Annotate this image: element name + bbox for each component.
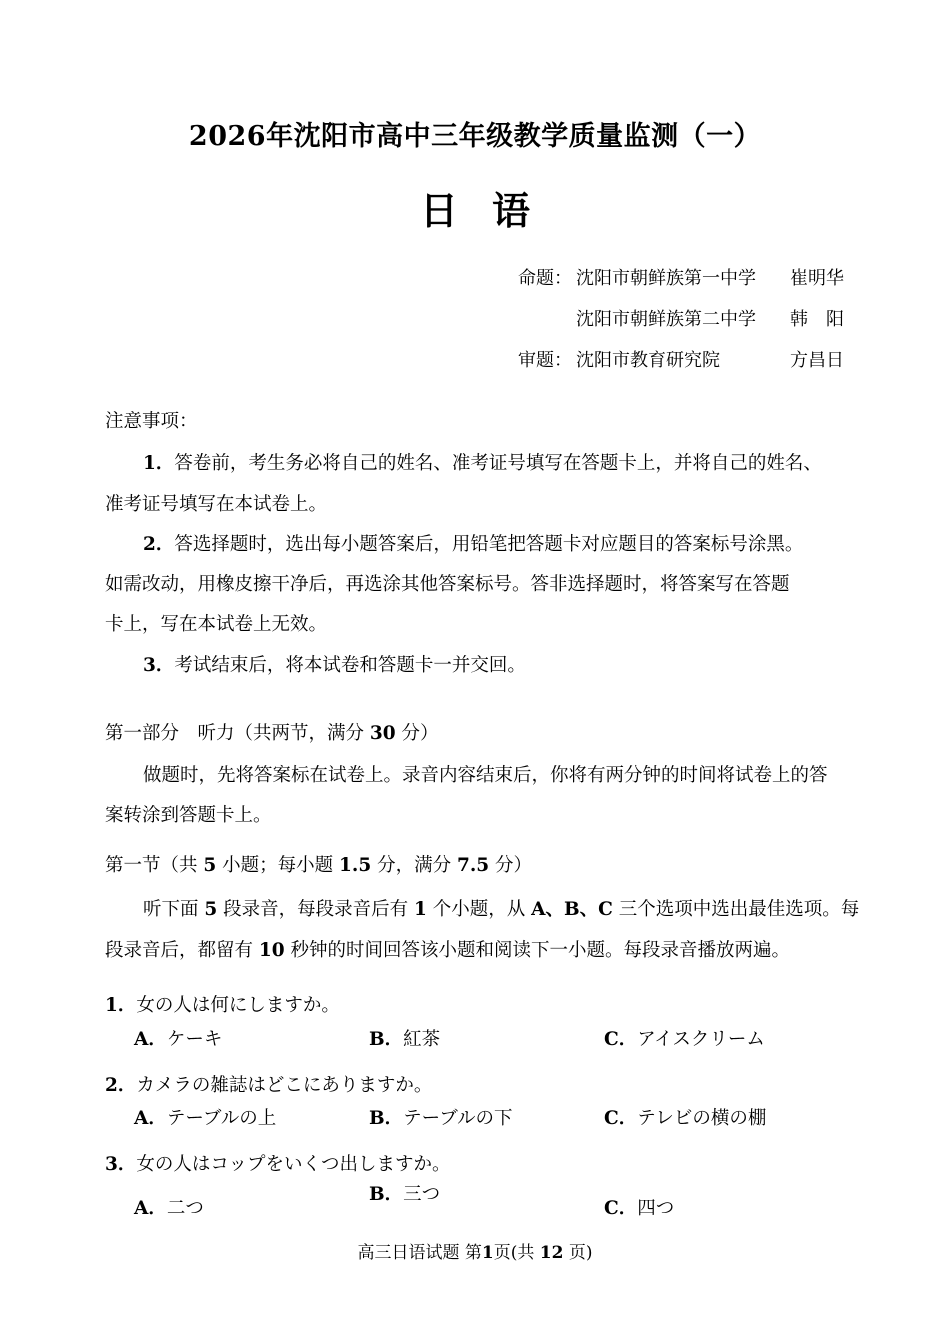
question-3 bbox=[105, 1150, 451, 1176]
reviewer-name: 方昌日 bbox=[790, 350, 844, 371]
section1-intro-line2-b: 秒钟的时间回答该小题和阅读下一小题。每段录音播放两遍。 bbox=[284, 940, 791, 961]
section1-intro-n3: 10 bbox=[258, 940, 285, 961]
section1-intro-line-1 bbox=[143, 895, 859, 921]
question-2-option-a bbox=[134, 1104, 276, 1130]
author-school-1: 沈阳市朝鲜族第一中学 bbox=[576, 268, 756, 289]
footer-total-pages: 12 bbox=[539, 1243, 564, 1263]
notice-item-1-num: 1． bbox=[143, 453, 175, 474]
option-label: C． bbox=[604, 1029, 638, 1050]
reviewer-label: 审题： bbox=[518, 350, 572, 371]
question-3-num: 3． bbox=[105, 1154, 137, 1175]
question-2 bbox=[105, 1071, 432, 1097]
option-text: テレビの横の棚 bbox=[637, 1108, 767, 1129]
question-2-option-c bbox=[604, 1104, 766, 1130]
reviewer-school: 沈阳市教育研究院 bbox=[576, 350, 720, 371]
question-1 bbox=[105, 991, 340, 1017]
notice-item-3 bbox=[143, 651, 526, 677]
notice-heading: 注意事项： bbox=[105, 411, 198, 432]
option-text: 二つ bbox=[166, 1198, 204, 1219]
footer-text-a: 高三日语试题 第 bbox=[357, 1243, 482, 1263]
notice-item-2-line-1: 答选择题时，选出每小题答案后，用铅笔把答题卡对应题目的答案标号涂黑。 bbox=[174, 534, 804, 555]
section1-count: 5 bbox=[203, 855, 217, 876]
section1-intro-line2-a: 段录音后，都留有 bbox=[105, 940, 259, 961]
author-school-2: 沈阳市朝鲜族第二中学 bbox=[576, 309, 756, 330]
question-3-text: 女の人はコップをいくつ出しますか。 bbox=[136, 1154, 451, 1175]
section1-intro-d: 三个选项中选出最佳选项。每 bbox=[612, 899, 860, 920]
option-label: C． bbox=[604, 1108, 638, 1129]
option-label: A． bbox=[134, 1198, 167, 1219]
notice-item-1-line-1: 答卷前，考生务必将自己的姓名、准考证号填写在答题卡上，并将自己的姓名、 bbox=[174, 453, 822, 474]
section1-intro-a: 听下面 bbox=[143, 899, 205, 920]
part1-heading-text: 第一部分 听力（共两节，满分 bbox=[105, 723, 370, 744]
exam-title: 2026年沈阳市高中三年级教学质量监测（一） bbox=[188, 121, 762, 152]
section1-heading-c: 分，满分 bbox=[371, 855, 457, 876]
notice-item-2 bbox=[143, 530, 803, 556]
footer-text-b: 页(共 bbox=[493, 1243, 540, 1263]
question-1-text: 女の人は何にしますか。 bbox=[136, 995, 340, 1016]
section1-heading bbox=[105, 851, 532, 877]
section1-intro-n2: 1 bbox=[414, 899, 427, 920]
page-footer bbox=[0, 1238, 950, 1263]
option-text: 四つ bbox=[637, 1198, 675, 1219]
notice-item-2-num: 2． bbox=[143, 534, 175, 555]
footer-page-number: 1 bbox=[481, 1243, 494, 1263]
section1-heading-d: 分） bbox=[489, 855, 533, 876]
author-name-1: 崔明华 bbox=[790, 268, 844, 289]
option-text: アイスクリーム bbox=[637, 1029, 765, 1050]
notice-item-2-line-3: 卡上，写在本试卷上无效。 bbox=[105, 614, 328, 635]
notice-item-2-line-2: 如需改动，用橡皮擦干净后，再选涂其他答案标号。答非选择题时，将答案写在答题 bbox=[105, 574, 790, 595]
question-1-option-c bbox=[604, 1025, 765, 1051]
option-label: A． bbox=[134, 1108, 167, 1129]
option-label: B． bbox=[369, 1029, 404, 1050]
footer-text-c: 页) bbox=[563, 1243, 593, 1263]
question-2-text: カメラの雑誌はどこにありますか。 bbox=[136, 1075, 433, 1096]
question-2-option-b bbox=[369, 1104, 512, 1130]
part1-heading-end: 分） bbox=[395, 723, 439, 744]
option-label: C． bbox=[604, 1198, 638, 1219]
question-2-num: 2． bbox=[105, 1075, 137, 1096]
part1-intro-line-1: 做题时，先将答案标在试卷上。录音内容结束后，你将有两分钟的时间将试卷上的答 bbox=[143, 765, 828, 786]
subject-title: 日语 bbox=[419, 188, 564, 233]
section1-intro-abc: A、B、C bbox=[531, 899, 613, 920]
option-label: B． bbox=[369, 1108, 404, 1129]
section1-heading-a: 第一节（共 bbox=[105, 855, 204, 876]
section1-each-score: 1.5 bbox=[339, 855, 372, 876]
question-3-option-b bbox=[369, 1180, 440, 1206]
section1-heading-b: 小题；每小题 bbox=[216, 855, 340, 876]
option-text: テーブルの上 bbox=[166, 1108, 277, 1129]
part1-intro-line-2: 案转涂到答题卡上。 bbox=[105, 805, 272, 826]
option-text: ケーキ bbox=[166, 1029, 223, 1050]
notice-item-1-line-2: 准考证号填写在本试卷上。 bbox=[105, 494, 328, 515]
option-text: テーブルの下 bbox=[403, 1108, 513, 1129]
part1-heading bbox=[105, 719, 439, 745]
question-1-num: 1． bbox=[105, 995, 137, 1016]
option-label: B． bbox=[369, 1184, 404, 1205]
option-text: 紅茶 bbox=[403, 1029, 441, 1050]
section1-intro-line-2 bbox=[105, 936, 790, 962]
notice-item-1 bbox=[143, 449, 822, 475]
section1-intro-c: 个小题，从 bbox=[426, 899, 532, 920]
option-label: A． bbox=[134, 1029, 167, 1050]
question-3-option-c bbox=[604, 1194, 674, 1220]
question-1-option-a bbox=[134, 1025, 222, 1051]
notice-item-3-line-1: 考试结束后，将本试卷和答题卡一并交回。 bbox=[174, 655, 526, 676]
author-label: 命题： bbox=[518, 268, 572, 289]
question-1-option-b bbox=[369, 1025, 440, 1051]
question-3-option-a bbox=[134, 1194, 204, 1220]
part1-score: 30 bbox=[369, 723, 396, 744]
notice-item-3-num: 3． bbox=[143, 655, 175, 676]
option-text: 三つ bbox=[403, 1184, 441, 1205]
author-name-2: 韩 阳 bbox=[790, 309, 844, 330]
section1-intro-n1: 5 bbox=[204, 899, 218, 920]
section1-intro-b: 段录音，每段录音后有 bbox=[217, 899, 415, 920]
section1-total-score: 7.5 bbox=[456, 855, 490, 876]
